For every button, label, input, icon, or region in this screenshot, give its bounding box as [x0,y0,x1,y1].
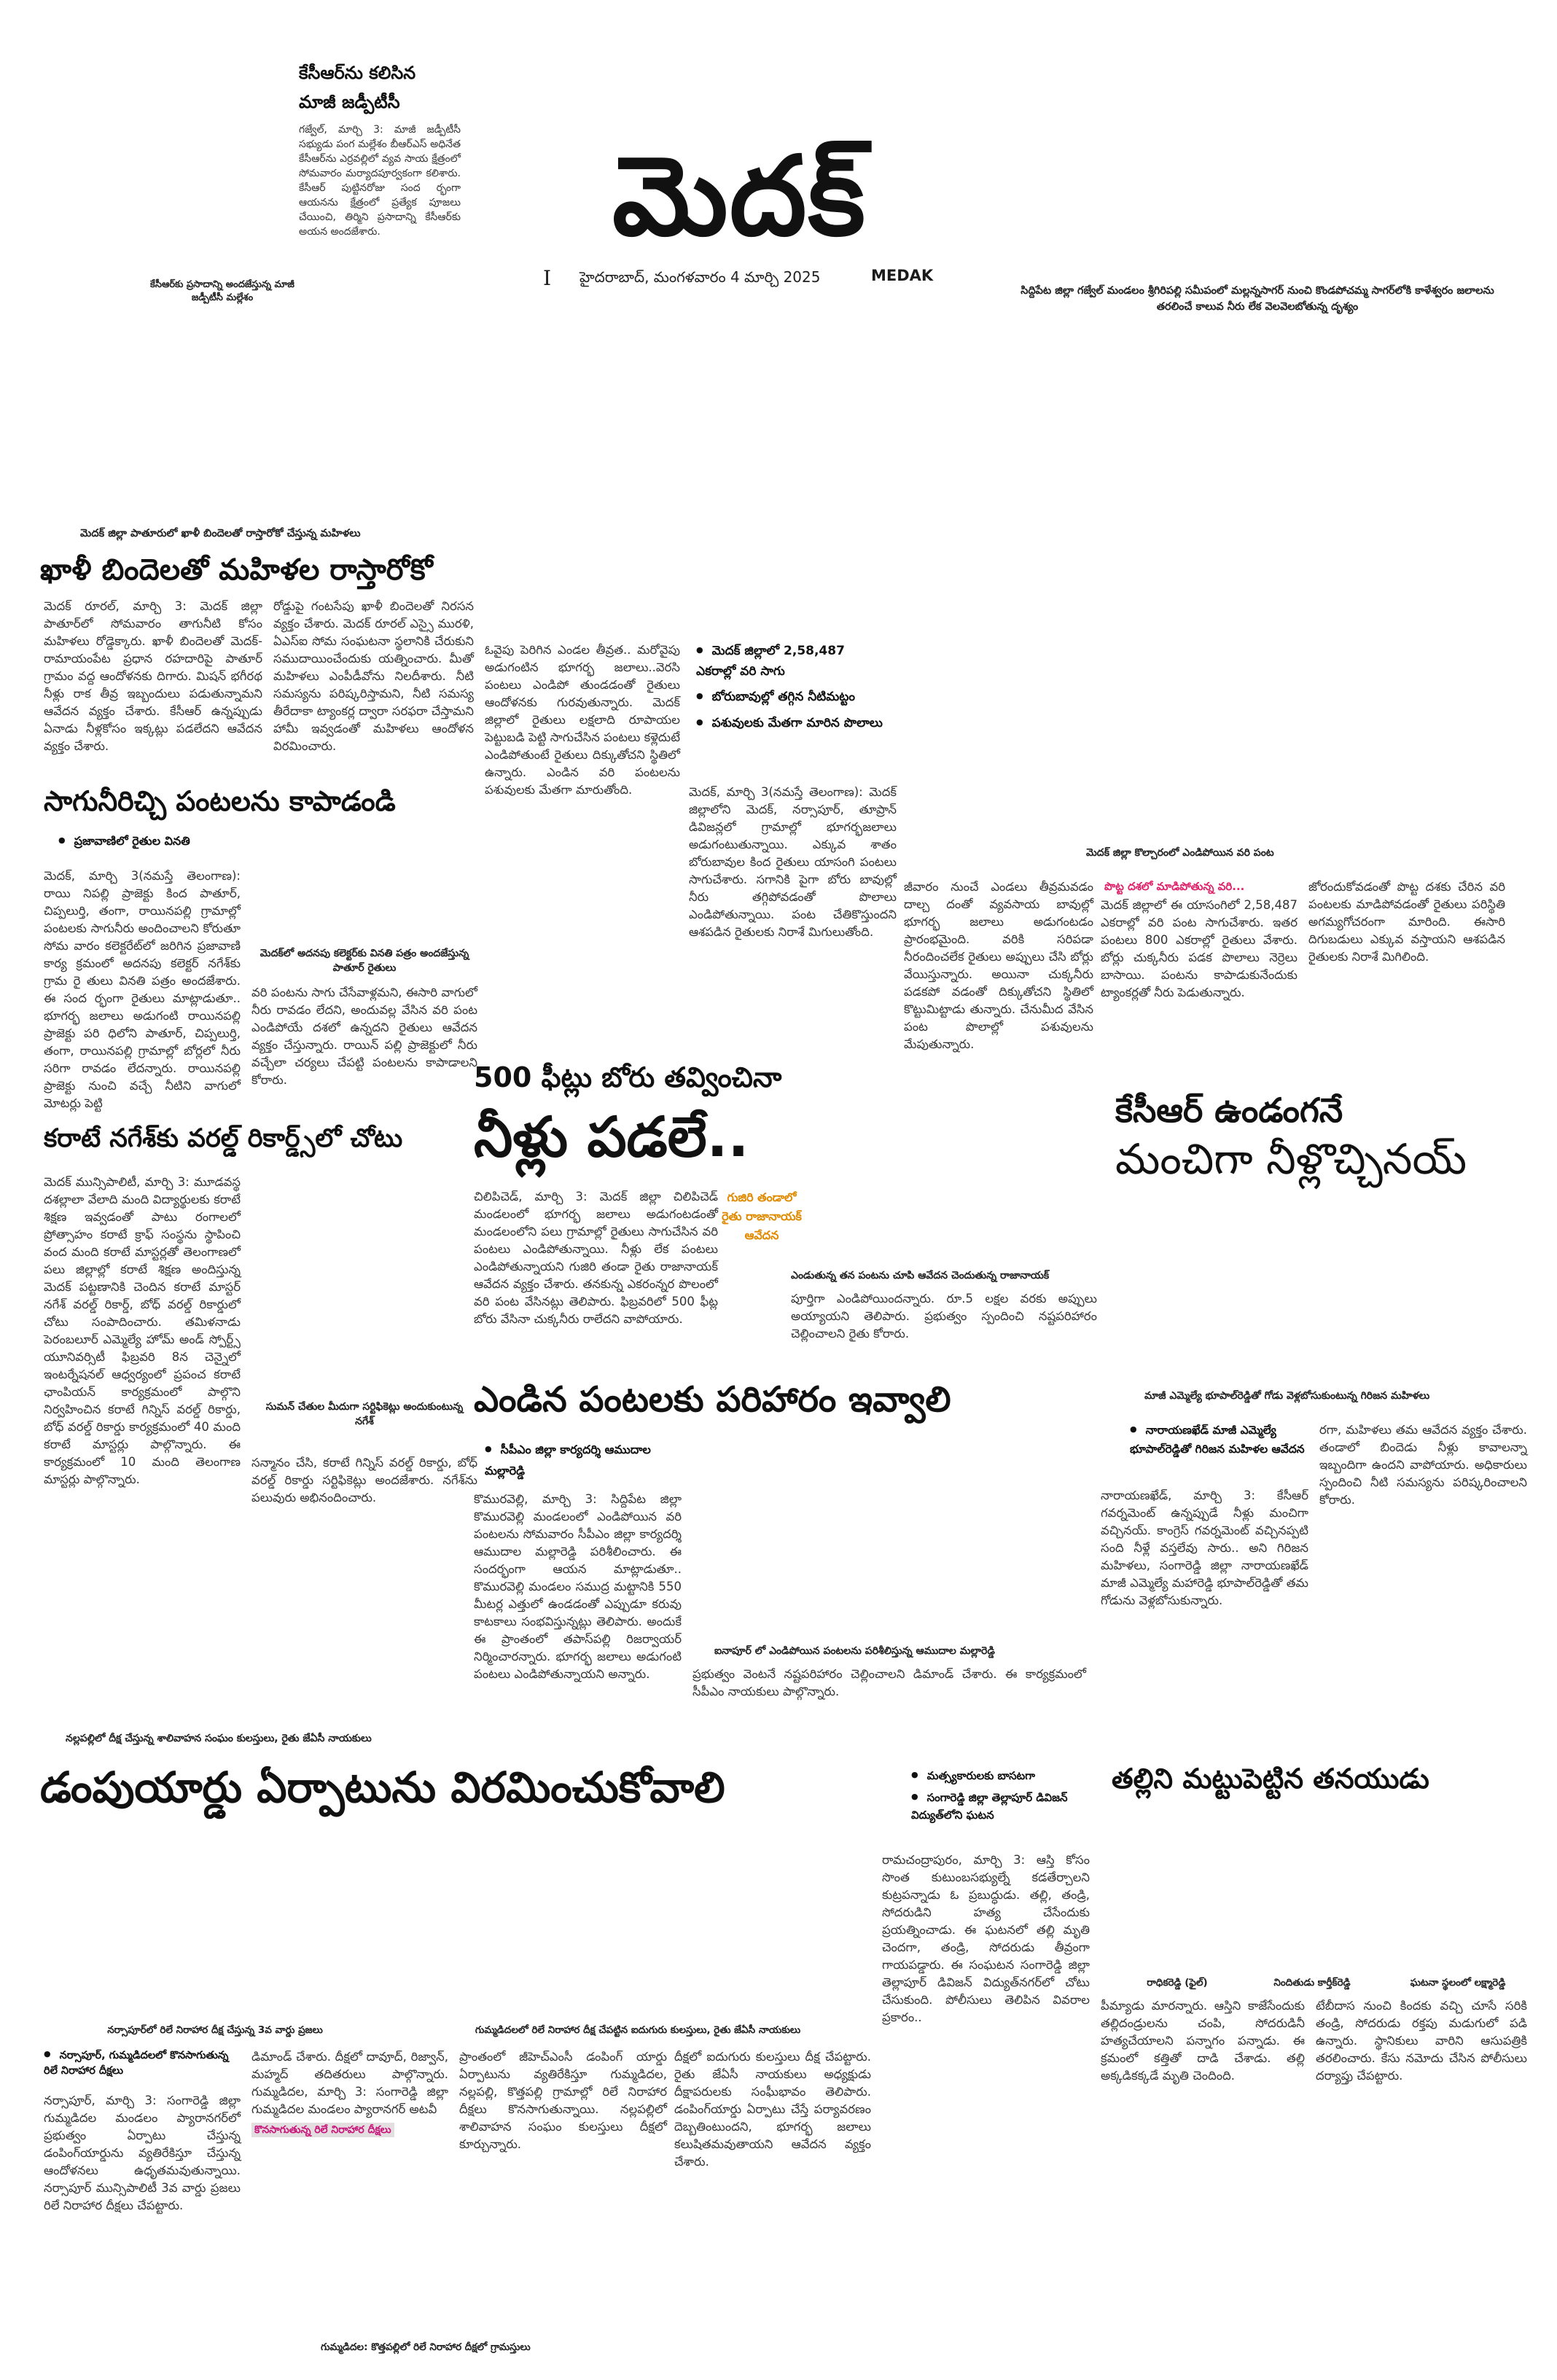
groundwater-body-col-d: మెదక్‌ జిల్లాలో ఈ యాసంగిలో 2,58,487 ఎకరాల్లో వరి పంట సాగుచేశారు. ఇతర పంటలు 800 ఎకరాల్లో రైతులు వేశారు. బోర్లు చుక్కనీరు పడక పొలాలు నెర్రెలు బాసాయి. పంటను కాపాడుకునేందుకు ట్యాంకర్లతో నీరు పెడుతున్నారు. [1101,898,1298,999]
compensation-bullet: ● సీపీఎం జిల్లా కార్యదర్శి ఆముదాల మల్లారెడ్డి [485,1440,660,1480]
saagu-photo [251,838,477,940]
top-wide-photo [29,321,1528,518]
dumpyard-bullets [911,1768,1093,1823]
groundwater-bullet-1: ● మెదక్‌ జిల్లాలో 2,58,487 ఎకరాల్లో వరి సాగు [696,641,886,682]
dumpyard-kicker: నల్లపల్లిలో దీక్ష చేస్తున్న శాలివాహన సంఘం కులస్తులు, రైతు జేఏసీ నాయకులు [66,1733,372,1744]
kcr-wide-photo [1101,1195,1531,1385]
groundwater-body-col-b: మెదక్‌, మార్చి 3(నమస్తే తెలంగాణ): మెదక్‌ జిల్లాలోని మెదక్‌, నర్సాపూర్‌, తూప్రాన్‌ డివిజన్లలో గ్రామాల్లో భూగర్భజలాలు అడుగంటుతున్నాయి. ఎక్కువ శాతం బోరుబావుల కింద రైతులు యాసంగి పంటలు సాగుచేశారు. సగానికి పైగా బోరు బావుల్లో నీరు తగ్గిపోవడంతో పొలాలు ఎండిపోతున్నాయి. పంట చేతికొస్తుందని ఆశపడిన రైతులకు నిరాశే మిగులుతోంది. [689,785,897,939]
saagu-photo-caption: మెదక్‌లో అదనపు కలెక్టర్‌కు వినతి పత్రం అందజేస్తున్న పాతూర్‌ రైతులు [260,948,469,974]
saagu-body: మెదక్‌, మార్చి 3(నమస్తే తెలంగాణ): రాయి నిపల్లి ప్రాజెక్టు కింద పాతూర్‌, చిప్పలుర్తి, తంగా, రాయినపల్లి గ్రామాల్లో పంటలకు సాగునీరు అందించాలని కోరుతూ సోమ వారం కలెక్టరేట్‌లో జరిగిన ప్రజావాణి కార్య క్రమంలో అదనపు కలెక్టర్‌ నగేశ్‌కు గ్రామ రై తులు వినతి పత్రం అందజేశారు. ఈ సంద ర్భంగా రైతులు మాట్లాడుతూ.. భూగర్భ జలాలు అడుగంటి రాయినపల్లి ప్రాజెక్టు పరి ధిలోని పాతూర్‌, చిప్పలుర్తి, తంగా, రాయినపల్లి గ్రామాల్లో బోర్లలో నీరు సరిగా రావడం లేదన్నారు. రాయినపల్లి ప్రాజెక్టు నుంచి వచ్చే నీటిని వాగులో మోటర్లు పెట్టి [44,869,241,1110]
son-photo-caption-left: రాధికరెడ్డి (ఫైల్‌) [1147,1977,1208,1989]
dumpyard-bullet-1: ● మత్స్యకారులకు బాసటగా [911,1768,1093,1785]
karate-photo [251,1174,477,1392]
tribal-body-right: రగా, మహిళలు తమ ఆవేదన వ్యక్తం చేశారు. తండాలో బిందెడు నీళ్లు కావాలన్నా ఇబ్బందిగా ఉందని వాపోయారు. అధికారులు స్పందించి నీటి సమస్యను పరిష్కరించాలని కోరారు. [1319,1423,1527,1507]
dumpyard-photo-3 [251,2143,667,2333]
compensation-body: కొమురవెల్లి, మార్చి 3: సిద్దిపేట జిల్లా కొమురవెల్లి మండలంలో ఎండిపోయిన వరి పంటలను సోమవారం సీపీఎం జిల్లా కార్యదర్శి ఆముదాల మల్లారెడ్డి పరిశీలించారు. ఈ సందర్భంగా ఆయన మాట్లాడుతూ.. కొమురవెల్లి మండలం సముద్ర మట్టానికి 550 మీటర్ల ఎత్తులో ఉండడంతో ఎప్పుడూ కరువు కాటకాలు సంభవిస్తున్నట్లు తెలిపారు. అందుకే ఈ ప్రాంతంలో తపాస్‌పల్లి రిజర్వాయర్‌ నిర్మించారన్నారు. భూగర్భ జలాలు అడుగంటి పంటలు ఎండిపోతున్నాయని అన్నారు. [474,1492,682,1681]
kcr-photo [1101,1042,1531,1086]
son-photo-mid [1243,1815,1381,1975]
borewell-photo-caption: ఎండుతున్న తన పంటను చూపి ఆవేదన చెందుతున్న రాజానాయక్‌ [791,1270,1050,1281]
tribal-body: నారాయణఖేడ్‌, మార్చి 3: కేసీఆర్‌ గవర్నమెంట్‌ ఉన్నప్పుడే నీళ్లు మంచిగా వచ్చినయ్‌. కాంగ్రెస్‌ గవర్నమెంట్‌ వచ్చినప్పటి సంది నీళ్లే వస్తలేవు సారు.. అని గిరిజన మహిళలు, సంగారెడ్డి జిల్లా నారాయణఖేడ్‌ మాజీ ఎమ్మెల్యే మహారెడ్డి భూపాల్‌రెడ్డితో తమ గోడును వెళ్లబోసుకున్నారు. [1101,1489,1308,1607]
son-photo-left [1101,1815,1239,1975]
groundwater-body-col-a: ఓవైపు పెరిగిన ఎండల తీవ్రత.. మరోవైపు అడుగంటిన భూగర్భ జలాలు..వెరసి పంటలు ఎండిపో తుండడంతో రైతులు ఆందోళనకు గురవుతున్నారు. మెదక్‌ జిల్లాలో రైతులు లక్షలాది రూపాయల పెట్టుబడి పెట్టి సాగుచేసిన పంటలు కళ్లెదుటే ఎండిపోతుంటే రైతులు దిక్కుతోచని స్థితిలో ఉన్నారు. ఎండిన వరి పంటలను పశువులకు మేతగా మారుతోంది. [485,643,680,797]
groundwater-bullets [696,641,886,734]
top-story-headline [299,58,459,117]
son-photo-caption-mid: నిందితుడు కార్తీక్‌రెడ్డి [1273,1977,1351,1989]
groundwater-body-col-e: జోరందుకోవడంతో పొట్ట దశకు చేరిన వరి పంటలకు మాడిపోవడంతో రైతులు పరిస్థితి అగమ్యగోచరంగా మారింది. ఈసారి దిగుబడులు ఎక్కువ వస్తాయని ఆశపడిన రైతులకు నిరాశే మిగిలింది. [1308,880,1505,964]
top-story-body: గజ్వేల్‌, మార్చి 3: మాజీ జడ్పీటీసీ సభ్యుడు పంగ మల్లేశం బీఆర్‌ఎస్‌ అధినేత కేసీఆర్‌ను ఎర్రవల్లిలో వ్యవ సాయ క్షేత్రంలో సోమవారం మర్యాదపూర్వకంగా కలిశారు. కేసీఆర్‌ పుట్టినరోజు సంద ర్భంగా ఆయనను క్షేత్రంలో ప్రత్యేక పూజలు చేయించి, తిర్మిని ప్రసాదాన్ని కేసీఆర్‌కు అయన అందజేశారు. [299,124,461,238]
rasta-roko-kicker: మెదక్‌ జిల్లా పాతూరులో ఖాళీ బిందెలతో రాస్తారోకో చేస్తున్న మహిళలు [80,528,361,539]
son-body-2: పీమ్యాడు మారన్నారు. ఆస్తిని కాజేసేందుకు తల్లిదండ్రులను చంపి, సోదరుడినీ హత్యచేయాలని పన్నాగం పన్నాడు. ఈ క్రమంలో కత్తితో దాడి చేశాడు. తల్లి అక్కడికక్కడే మృతి చెందింది. [1101,1999,1305,2083]
karate-headline: కరాటే నగేశ్‌కు వరల్డ్‌ రికార్డ్స్‌లో చోటు [44,1124,403,1153]
rasta-roko-body-col2: రోడ్డుపై గంటసేపు ఖాళీ బిందెలతో నిరసన వ్యక్తం చేశారు. మెదక్‌ రూరల్‌ ఎస్సై మురళి, ఏఎస్‌ఐ సోమ సంఘటనా స్థలానికి చేరుకుని సముదాయించేందుకు యత్నించారు. మీతో మహిళలు ఎంపీడీవోను నిలదీశారు. నీటి సమస్యను పరిష్కరిస్తామని, నీటి సమస్య తీరేదాకా ట్యాంకర్ల ద్వారా సరఫరా చేస్తామని హామీ ఇవ్వడంతో మహిళలు ఆందోళన విరమించారు. [273,599,474,753]
dumpyard-headline: డంపుయార్డు ఏర్పాటును విరమించుకోవాలి [40,1763,725,1812]
rasta-roko-body-col1: మెదక్‌ రూరల్‌, మార్చి 3: మెదక్‌ జిల్లా పాతూర్‌లో సోమవారం తాగునీటి కోసం మహిళలు రోడ్డెక్కారు. ఖాళీ బిందెలతో మెదక్‌-రామాయంపేట ప్రధాన రహదారిపై పాతూర్‌ గ్రామం వద్ద ఆందోళనకు దిగారు. మిషన్‌ భగీరథ నీళ్లు రాక తీవ్ర ఇబ్బందులు పడుతున్నామని ఆవేదన వ్యక్తం చేశారు. కేసీఆర్‌ ఉన్నప్పుడు ఏనాడు నీళ్లకోసం ఇక్కట్లు పడలేదని ఆవేదన వ్యక్తం చేశారు. [44,599,262,753]
groundwater-body-col-c: జీవారం నుంచే ఎండలు తీవ్రమవడం దాల్చ దంతో వ్యవసాయ బావుల్లో భూగర్భ జలాలు అడుగంటడం ప్రారంభమైంది. వరికి సరిపడా నీరందించలేక రైతులు అప్పులు చేసి బోర్లు వేయిస్తున్నారు. అయినా చుక్కనీరు పడకపో వడంతో దిక్కుతోచని స్థితిలో కొట్టుమిట్టాడు తున్నారు. చేనుమీద వేసిన పంట పొలాల్లో పశువులను మేపుతున్నారు. [904,880,1093,1051]
son-body-3: టేబీదాస నుంచి కిందకు వచ్చి చూసే సరికి తండ్రి, సోదరుడు రక్తపు మడుగులో పడి ఉన్నారు. స్థానికులు వారిని ఆసుపత్రికి తరలించారు. కేసు నమోదు చేసిన పోలీసులు దర్యాప్తు చేపట్టారు. [1316,1999,1527,2083]
compensation-body-right: ప్రభుత్వం వెంటనే నష్టపరిహారం చెల్లించాలని డిమాండ్‌ చేశారు. ఈ కార్యక్రమంలో సీపీఎం నాయకులు పాల్గొన్నారు. [692,1667,1086,1698]
top-right-photo-caption: సిద్దిపేట జిల్లా గజ్వేల్‌ మండలం శ్రీగిరిపల్లి సమీపంలో మల్లన్నసాగర్‌ నుంచి కొండపోచమ్మ సాగర్‌లోకి కాళేశ్వరం జలాలను తరలించే కాలువ నీరు లేక వెలవెలబోతున్న దృశ్యం [1021,285,1494,313]
edition-label: MEDAK [871,267,934,284]
dumpyard-photo-2 [401,1830,867,2019]
saagu-bullet: ● ప్రజావాణిలో రైతుల వినతి [58,831,190,852]
dumpyard-photo-caption-1: నర్సాపూర్‌లో రిలే నిరాహార దీక్ష చేస్తున్న 3వ వార్డు ప్రజలు [107,2024,323,2036]
dumpyard-body-4: దీక్షలో ఐదుగురు కులస్తులు దీక్ష చేపట్టారు. రైతు జేఏసీ నాయకులు అధ్యక్షుడు దీక్షాపరులకు సంఘీభావం తెలిపారు. డంపింగ్‌యార్డు ఏర్పాటు చేస్తే పర్యావరణం దెబ్బతింటుందని, భూగర్భ జలాలు కలుషితమవుతాయని ఆవేదన వ్యక్తం చేశారు. [674,2050,871,2169]
borewell-body: చిలిపిచెడ్‌, మార్చి 3: మెదక్‌ జిల్లా చిలిపిచెడ్‌ మండలంలో భూగర్భ జలాలు అడుగంటడంతో మండలంలోని పలు గ్రామాల్లో రైతులు సాగుచేసిన వరి పంటలు ఎండిపోతున్నాయి. నీళ్లు లేక పంటలు ఎండిపోతున్నాయని గుజిరి తండా రైతు రాజానాయక్‌ ఆవేదన వ్యక్తం చేశారు. తనకున్న ఎకరంన్నర పొలంలో వరి పంట వేసినట్లు తెలిపారు. ఫిబ్రవరిలో 500 ఫీట్ల బోరు వేసినా చుక్కనీరు రాలేదని వాపోయారు. [474,1190,718,1326]
dumpyard-photo-1 [29,1830,394,2019]
compensation-photo [692,1440,1086,1636]
top-story-headline-line2: మాజీ జడ్పీటీసీ [299,92,400,112]
page-number: I [543,266,552,290]
borewell-headline-small: 500 ఫీట్లు బోరు తవ్వించినా [474,1061,782,1093]
top-story-headline-line1: కేసీఆర్‌ను కలిసిన [299,63,416,83]
groundwater-bullet-3: ● పశువులకు మేతగా మారిన పొలాలు [696,714,886,734]
son-body: రామచంద్రాపురం, మార్చి 3: ఆస్తి కోసం సొంత కుటుంబసభ్యుల్నే కడతేర్చాలని కుట్రపన్నాడు ఓ ప్రబుద్ధుడు. తల్లి, తండ్రి, సోదరుడిని హత్య చేసేందుకు ప్రయత్నించాడు. ఈ ఘటనలో తల్లి మృతి చెందగా, తండ్రి, సోదరుడు తీవ్రంగా గాయపడ్డారు. ఈ సంఘటన సంగారెడ్డి జిల్లా తెల్లాపూర్‌ డివిజన్‌ విద్యుత్‌నగర్‌లో చోటు చేసుకుంది. పోలీసులు తెలిపిన వివరాల ప్రకారం.. [882,1853,1090,2024]
kcr-line2: మంచిగా నీళ్లొచ్చినయ్‌ [1115,1134,1467,1184]
son-photo-caption-right: ఘటనా స్థలంలో లక్ష్మారెడ్డి [1410,1977,1506,1989]
top-left-photo [29,58,292,277]
top-right-photo [948,58,1531,277]
compensation-headline: ఎండిన పంటలకు పరిహారం ఇవ్వాలి [474,1379,951,1420]
dumpyard-bullet-2: ● సంగారెడ్డి జిల్లా తెల్లాపూర్‌ డివిజన్‌ విద్యుత్‌లోని ఘటన [911,1790,1093,1823]
dumpyard-body-1: నర్సాపూర్‌, మార్చి 3: సంగారెడ్డి జిల్లా గుమ్మడిదల మండలం ప్యారానగర్‌లో ప్రభుత్వం ఏర్పాటు చేస్తున్న డంపింగ్‌యార్డును వ్యతిరేకిస్తూ చేస్తున్న ఆందోళనలు ఉధృతమవుతున్నాయి. నర్సాపూర్‌ మున్సిపాలిటీ 3వ వార్డు ప్రజలు రిలే నిరాహార దీక్షలు చేపట్టారు. [44,2094,241,2212]
borewell-photo [802,1188,1093,1261]
dumpyard-photo-caption-3: గుమ్మడిదల: కొత్తపల్లిలో రిలే నిరాహార దీక్షలో గ్రామస్తులు [321,2341,531,2353]
son-photo-right [1385,1815,1531,1975]
karate-body-right: సన్మానం చేసి, కరాటే గిన్నిస్‌ వరల్డ్‌ రికార్డు, బోధ్‌ వరల్డ్‌ రికార్డు సర్టిఫికెట్లు అందజేశారు. నగేశ్‌ను పలువురు అభినందించారు. [251,1456,477,1505]
masthead-dateline: హైదరాబాద్, మంగళవారం 4 మార్చి 2025 [580,268,821,286]
dumpyard-body-3: ప్రాంతంలో జీహెచ్‌ఎంసీ డంపింగ్‌ యార్డు ఏర్పాటును వ్యతిరేకిస్తూ గుమ్మడిదల, నల్లపల్లి, కొత్తపల్లి గ్రామాల్లో రిలే నిరాహార దీక్షలు కొనసాగుతున్నాయి. నల్లపల్లిలో శాలివాహన సంఘం కులస్తులు దీక్షలో కూర్చున్నారు. [459,2050,667,2151]
son-headline: తల్లిని మట్టుపెట్టిన తనయుడు [1112,1763,1429,1795]
rasta-roko-headline: ఖాళీ బిందెలతో మహిళల రాస్తారోకో [40,553,433,587]
dumpyard-highlight-kicker: కొనసాగుతున్న రిలే నిరాహార దీక్షలు [251,2123,394,2137]
groundwater-highlight-kicker: పొట్ట దశలో మాడిపోతున్న వరి... [1104,880,1245,893]
kcr-line1: కేసీఆర్‌ ఉండంగనే [1115,1090,1343,1130]
saagu-body-right: వరి పంటను సాగు చేసేవాళ్లమని, ఈసారి వాగులో నీరు రావడం లేదని, అందువల్ల వేసిన వరి పంట ఎండిపోయే దశలో ఉన్నదని రైతులు ఆవేదన వ్యక్తం చేస్తున్నారు. రాయిన్‌ పల్లి ప్రాజెక్టులో నీరు వచ్చేలా చర్యలు చేపట్టి పంటలను కాపాడాలని కోరారు. [251,986,477,1087]
dumpyard-photo-caption-2: గుమ్మడిదలలో రిలే నిరాహార దీక్ష చేపట్టిన ఐదుగురు కులస్తులు, రైతు జేఏసీ నాయకులు [475,2024,801,2036]
dumpyard-top-photo [29,1582,467,1735]
tribal-kicker: మాజీ ఎమ్మెల్యే భూపాల్‌రెడ్డితో గోడు వెళ్లబోసుకుంటున్న గిరిజన మహిళలు [1144,1390,1430,1402]
borewell-headline-big: నీళ్లు పడలే.. [474,1104,749,1169]
masthead-title: మెదక్ [612,133,867,260]
groundwater-bullet-2: ● బోరుబావుల్లో తగ్గిన నీటిమట్టం [696,687,886,708]
karate-photo-caption: సుమన్‌ చేతుల మీదుగా సర్టిఫికెట్లు అందుకుంటున్న నగేశ్‌ [265,1401,464,1427]
saagu-headline: సాగునీరిచ్చి పంటలను కాపాడండి [44,785,396,817]
tribal-bullet: ● నారాయణఖేడ్‌ మాజీ ఎమ్మెల్యే భూపాల్‌రెడ్డితో గిరిజన మహిళల ఆవేదన [1130,1421,1308,1458]
dumpyard-body-2: డిమాండ్‌ చేశారు. దీక్షలో దావూద్‌, రిజ్వాన్‌, మహ్మద్‌ తదితరులు పాల్గొన్నారు. గుమ్మడిదల, మార్చి 3: సంగారెడ్డి జిల్లా గుమ్మడిదల మండలం ప్యారానగర్‌ అటవీ [251,2050,448,2116]
dumpyard-sub-bullet: ● నర్సాపూర్‌, గుమ్మడిదలలో కొనసాగుతున్న రిలే నిరాహార దీక్షలు [44,2048,241,2079]
groundwater-photo-caption: మెదక్‌ జిల్లా కొల్చారంలో ఎండిపోయిన వరి పంట [1086,847,1274,859]
borewell-pull-quote: గుజిరి తండాలో రైతు రాజానాయక్‌ ఆవేదన [722,1190,802,1242]
borewell-body-right: పూర్తిగా ఎండిపోయిందన్నారు. రూ.5 లక్షల వరకు అప్పులు అయ్యాయని తెలిపారు. ప్రభుత్వం స్పందించి నష్టపరిహారం చెల్లించాలని రైతు కోరారు. [791,1292,1097,1341]
top-story-photo-caption: కేసీఆర్‌కు ప్రసాదాన్ని అందజేస్తున్న మాజీ జడ్పీటీసీ మల్లేశం [150,279,294,303]
groundwater-photo [904,641,1531,835]
compensation-photo-caption: ఐనాపూర్‌ లో ఎండిపోయిన పంటలను పరిశీలిస్తున్న ఆముదాల మల్లారెడ్డి [714,1645,995,1657]
karate-body: మెదక్‌ మున్సిపాలిటీ, మార్చి 3: మూడవస్థ దశల్లాలా వేలాది మంది విద్యార్థులకు కరాటే శిక్షణ ఇవ్వడంతో పాటు రంగాలలో ప్రోత్సాహం కరాటే క్రాఫ్‌ సంస్థను స్థాపించి వంద మంది కరాటే మాస్టర్లతో తెలంగాణలో పలు జిల్లాల్లో కరాటే శిక్షణ అందిస్తున్న మెదక్‌ పట్టణానికి చెందిన కరాటే మాస్టర్‌ నగేశ్‌ వరల్డ్‌ రికార్డ్‌, బోధ్‌ వరల్డ్‌ రికార్డులో చోటు సంపాదించారు. తమిళనాడు పెరంబలూర్‌ ఎమ్మెల్యే హోమ్‌ అండ్‌ స్పోర్ట్స్‌ యూనివర్సిటీ ఫిబ్రవరి 8న చెన్నైలో ఇంటర్నేషనల్‌ ఆధ్వర్యంలో ప్రపంచ కరాటే ఛాంపియన్‌ కార్యక్రమంలో పాల్గొని నిర్వహించిన కరాటే గిన్నిస్‌ వరల్డ్‌ రికార్డు, బోధ్‌ వరల్డ్‌ రికార్డు కార్యక్రమంలో 40 మంది కరాటే మాస్టర్లు పాల్గొన్నారు. ఈ కార్యక్రమంలో 10 మంది తెలంగాణ మాస్టర్లు పాల్గొన్నారు. [44,1175,241,1486]
